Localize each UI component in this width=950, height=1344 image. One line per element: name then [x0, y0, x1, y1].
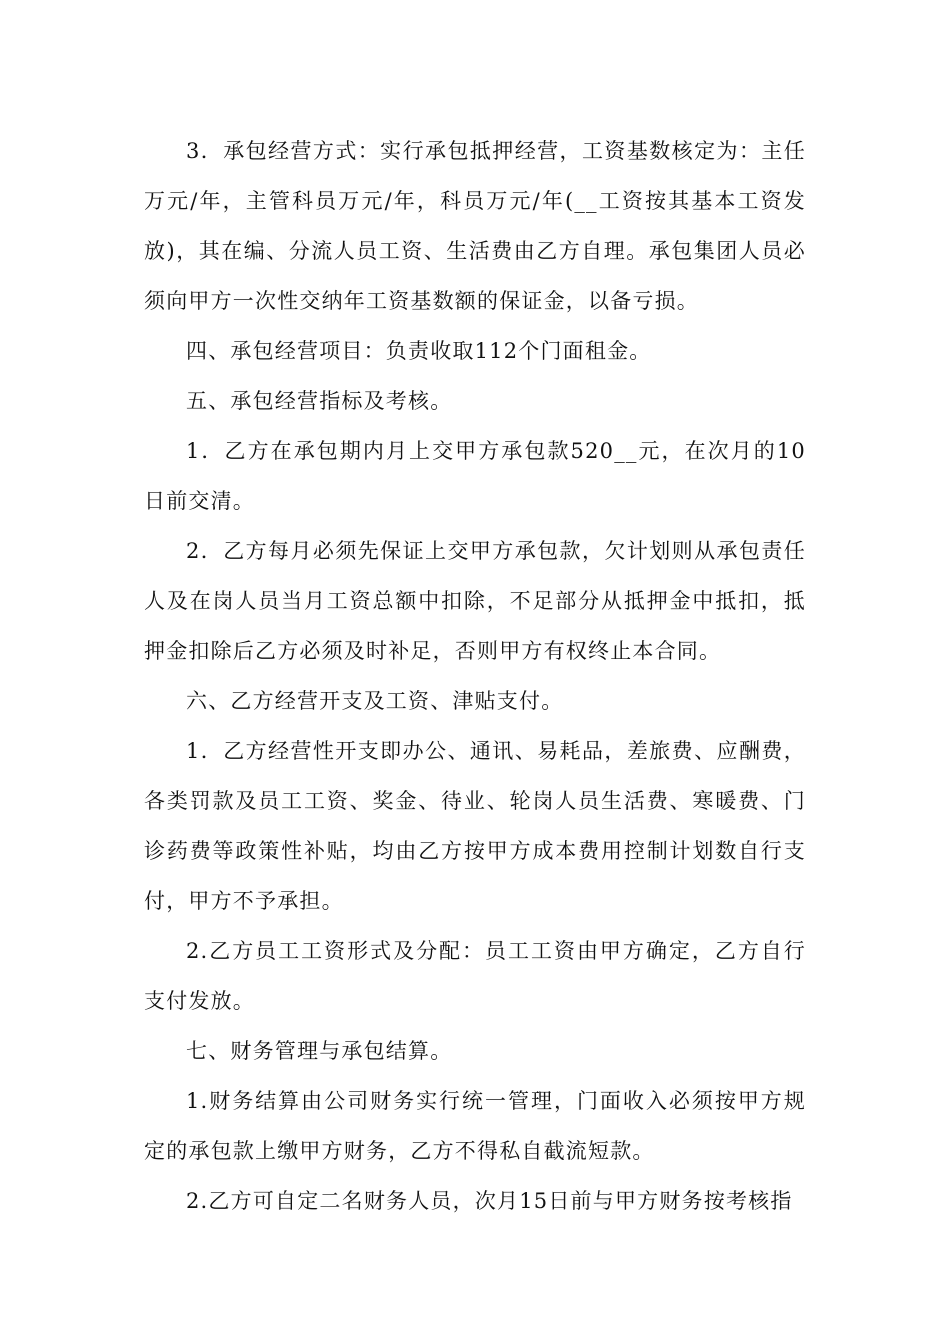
paragraph-monthly-payment: 1．乙方在承包期内月上交甲方承包款520__元，在次月的10日前交清。	[144, 439, 806, 513]
paragraph-payment-guarantee: 2．乙方每月必须先保证上交甲方承包款，欠计划则从承包责任人及在岗人员当月工资总额中扣除，不足部分从抵押金中抵扣，抵押金扣除后乙方必须及时补足，否则甲方有权终止本合同。	[144, 539, 806, 663]
paragraph-section-six: 六、乙方经营开支及工资、津贴支付。	[186, 689, 564, 713]
paragraph-section-seven: 七、财务管理与承包结算。	[186, 1039, 453, 1063]
paragraph-operating-expenses: 1．乙方经营性开支即办公、通讯、易耗品，差旅费、应酬费，各类罚款及员工工资、奖金、待业、轮岗人员生活费、寒暖费、门诊药费等政策性补贴，均由乙方按甲方成本费用控制计划数自行支付，甲方不予承担。	[144, 739, 806, 913]
paragraph-financial-settlement: 1.财务结算由公司财务实行统一管理，门面收入必须按甲方规定的承包款上缴甲方财务，乙方不得私自截流短款。	[144, 1089, 806, 1163]
paragraph-finance-staff: 2.乙方可自定二名财务人员，次月15日前与甲方财务按考核指	[186, 1189, 793, 1213]
paragraph-section-four: 四、承包经营项目：负责收取112个门面租金。	[186, 339, 652, 363]
paragraph-contract-method: 3．承包经营方式：实行承包抵押经营，工资基数核定为：主任万元/年，主管科员万元/年，科员万元/年(__工资按其基本工资发放)，其在编、分流人员工资、生活费由乙方自理。承包集团人员必须向甲方一次性交纳年工资基数额的保证金，以备亏损。	[144, 139, 806, 313]
document-body	[144, 126, 806, 1226]
paragraph-salary-distribution: 2.乙方员工工资形式及分配：员工工资由甲方确定，乙方自行支付发放。	[144, 939, 806, 1013]
paragraph-section-five: 五、承包经营指标及考核。	[186, 389, 453, 413]
